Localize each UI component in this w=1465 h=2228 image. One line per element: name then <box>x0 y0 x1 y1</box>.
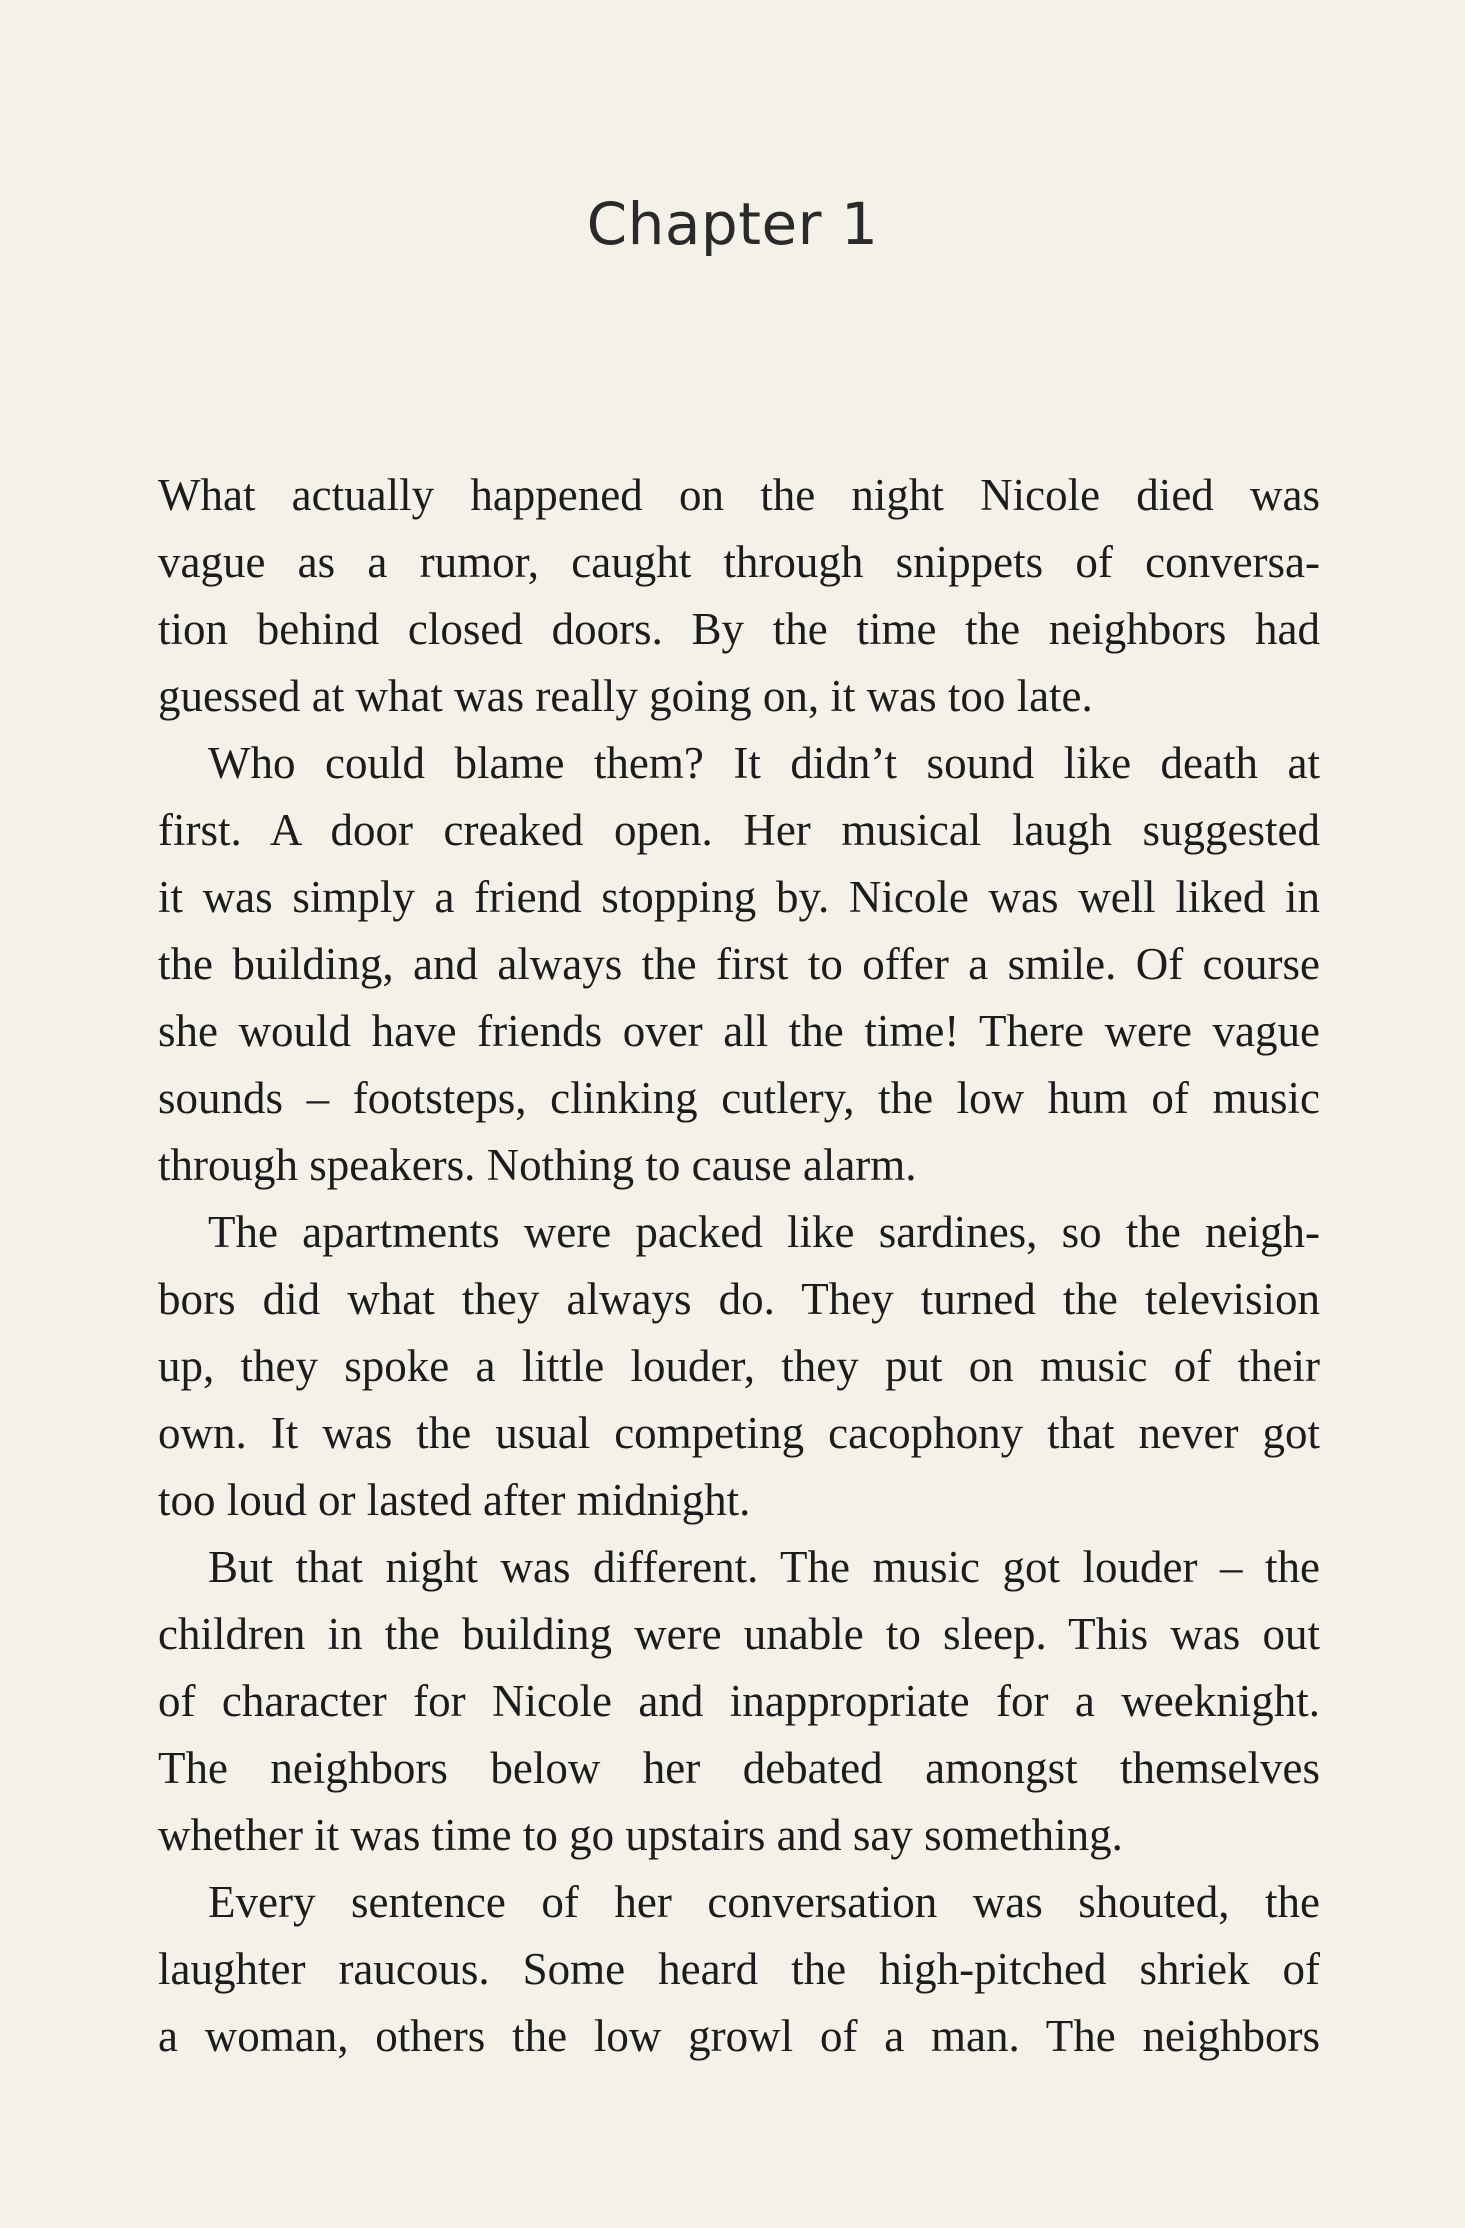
text-line: tion behind closed doors. By the time the neighbors had <box>158 604 1320 654</box>
text-line: whether it was time to go upstairs and say something. <box>158 1810 1123 1860</box>
text-line: own. It was the usual competing cacophony that never got <box>158 1408 1320 1458</box>
text-line: first. A door creaked open. Her musical laugh suggested <box>158 805 1320 855</box>
chapter-title: Chapter 1 <box>586 190 879 258</box>
text-line: sounds – footsteps, clinking cutlery, the low hum of music <box>158 1073 1320 1123</box>
text-line: a woman, others the low growl of a man. The neighbors <box>158 2011 1320 2061</box>
text-line: Who could blame them? It didn’t sound like death at <box>208 738 1320 788</box>
text-line: vague as a rumor, caught through snippets of conversa- <box>158 537 1320 587</box>
text-line: of character for Nicole and inappropriate for a weeknight. <box>158 1676 1320 1726</box>
text-line: children in the building were unable to sleep. This was out <box>158 1609 1320 1659</box>
text-line: through speakers. Nothing to cause alarm. <box>158 1140 917 1190</box>
text-line: laughter raucous. Some heard the high-pitched shriek of <box>158 1944 1320 1994</box>
text-line: she would have friends over all the time! There were vague <box>158 1006 1320 1056</box>
text-line: the building, and always the first to offer a smile. Of course <box>158 939 1320 989</box>
text-line: guessed at what was really going on, it was too late. <box>158 671 1093 721</box>
text-line: Every sentence of her conversation was shouted, the <box>208 1877 1320 1927</box>
text-line: What actually happened on the night Nicole died was <box>158 470 1320 520</box>
text-line: up, they spoke a little louder, they put on music of their <box>158 1341 1320 1391</box>
chapter-body-text <box>158 462 1320 2070</box>
text-line: The apartments were packed like sardines, so the neigh- <box>208 1207 1320 1257</box>
text-line: The neighbors below her debated amongst themselves <box>158 1743 1320 1793</box>
text-line: it was simply a friend stopping by. Nicole was well liked in <box>158 872 1320 922</box>
text-line: too loud or lasted after midnight. <box>158 1475 751 1525</box>
text-line: bors did what they always do. They turned the television <box>158 1274 1320 1324</box>
text-line: But that night was different. The music got louder – the <box>208 1542 1320 1592</box>
